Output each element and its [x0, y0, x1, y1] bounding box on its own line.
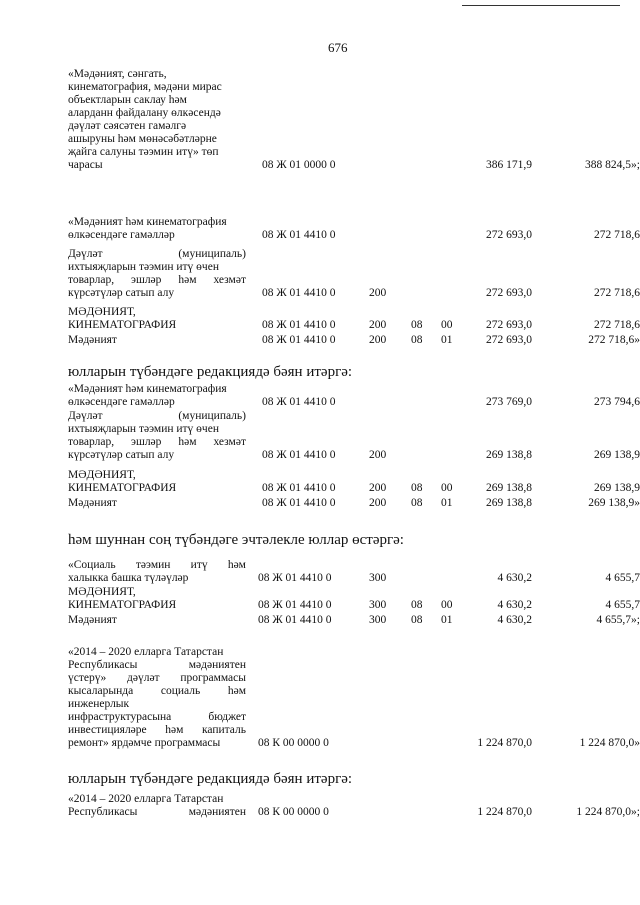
value-2019: 386 171,9	[486, 159, 532, 171]
row-name	[68, 559, 246, 585]
row-section: 200	[369, 449, 387, 461]
row-code: 08 Ж 01 4410 0	[262, 449, 336, 461]
row-name-line: инженерлык	[68, 698, 130, 710]
value-2020: 4 655,7	[605, 572, 640, 584]
row-name-line: өлкәсендәге гамәлләр	[68, 396, 175, 408]
row-subsection: 08	[411, 482, 423, 494]
value-2019: 4 630,2	[497, 614, 532, 626]
value-2019: 269 138,8	[486, 482, 532, 494]
row-name	[68, 614, 246, 627]
row-name-line: Мәдәният	[68, 614, 117, 626]
row-name-line: дәүләт сәясәтен гамәлгә	[68, 120, 187, 132]
row-name	[68, 383, 246, 409]
row-name-line: кинематография, мәдәни мирас	[68, 81, 222, 93]
row-name-line: Мәдәният	[68, 334, 117, 346]
row-name-line: Мәдәният	[68, 497, 117, 509]
row-name-line: ихтыяҗларын тәэмин итү өчен	[68, 423, 219, 435]
row-name-line: күрсәтүләр сатып алу	[68, 287, 175, 299]
row-code: 08 Ж 01 4410 0	[262, 229, 336, 241]
row-name-line: МӘДӘНИЯТ,	[68, 469, 136, 481]
row-section: 200	[369, 319, 387, 331]
row-name-line: кысаларында социаль һәм	[68, 685, 246, 697]
row-name	[68, 410, 246, 462]
row-code: 08 Ж 01 4410 0	[262, 482, 336, 494]
value-2019: 269 138,8	[486, 497, 532, 509]
row-name-line: объектларын саклау һәм	[68, 94, 187, 106]
row-name	[68, 216, 246, 242]
value-2020: 4 655,7»;	[596, 614, 640, 626]
row-section: 200	[369, 482, 387, 494]
row-name	[68, 68, 246, 172]
row-name-line: күрсәтүләр сатып алу	[68, 449, 175, 461]
value-2019: 272 693,0	[486, 287, 532, 299]
amendment-heading: юлларын түбәндәге редакциядә бәян итәргә:	[68, 771, 353, 787]
row-code: 08 Ж 01 4410 0	[262, 497, 336, 509]
row-name-line: чарасы	[68, 159, 103, 171]
value-2019: 1 224 870,0	[477, 806, 532, 818]
amendment-heading: һәм шуннан соң түбәндәге эчтәлекле юллар өстәргә:	[68, 532, 404, 548]
row-name-line: ашыруны һәм мөнәсәбәтләрне	[68, 133, 217, 145]
row-section: 200	[369, 334, 387, 346]
row-section: 300	[369, 614, 387, 626]
value-2020: 388 824,5»;	[585, 159, 640, 171]
value-2019: 273 769,0	[486, 396, 532, 408]
value-2020: 1 224 870,0»	[579, 737, 640, 749]
row-name-line: товарлар, эшләр һәм хезмәт	[68, 274, 246, 286]
row-name-line: «Мәдәният һәм кинематография	[68, 383, 227, 395]
value-2019: 272 693,0	[486, 319, 532, 331]
row-name-line: Дәүләт (муниципаль)	[68, 410, 246, 422]
row-subsection: 08	[411, 497, 423, 509]
row-name-line: КИНЕМАТОГРАФИЯ	[68, 319, 177, 331]
page-number: 676	[328, 40, 348, 55]
top-rule	[462, 5, 620, 6]
row-name-line: КИНЕМАТОГРАФИЯ	[68, 599, 177, 611]
row-name	[68, 646, 246, 750]
row-code: 08 Ж 01 4410 0	[262, 287, 336, 299]
value-2020: 1 224 870,0»;	[576, 806, 640, 818]
value-2020: 4 655,7	[605, 599, 640, 611]
row-name-line: «2014 – 2020 елларга Татарстан	[68, 793, 224, 805]
row-subsection-2: 01	[441, 614, 453, 626]
row-subsection: 08	[411, 334, 423, 346]
row-name	[68, 469, 246, 495]
amendment-heading: юлларын түбәндәге редакциядә бәян итәргә:	[68, 364, 353, 380]
row-section: 300	[369, 599, 387, 611]
row-name-line: «Социаль тәэмин итү һәм	[68, 559, 246, 571]
row-name	[68, 793, 246, 819]
row-code: 08 Ж 01 0000 0	[262, 159, 336, 171]
row-section: 200	[369, 287, 387, 299]
value-2019: 272 693,0	[486, 334, 532, 346]
row-name-line: ихтыяҗларын тәэмин итү өчен	[68, 261, 219, 273]
row-subsection-2: 01	[441, 497, 453, 509]
row-name-line: товарлар, эшләр һәм хезмәт	[68, 436, 246, 448]
row-name-line: МӘДӘНИЯТ,	[68, 586, 136, 598]
row-code: 08 Ж 01 4410 0	[258, 572, 332, 584]
value-2019: 4 630,2	[497, 599, 532, 611]
value-2020: 269 138,9	[594, 449, 640, 461]
row-code: 08 Ж 01 4410 0	[262, 334, 336, 346]
row-name-line: Республикасы мәдәниятен	[68, 659, 246, 671]
row-section: 300	[369, 572, 387, 584]
row-name-line: КИНЕМАТОГРАФИЯ	[68, 482, 177, 494]
row-name-line: аларданн файдалану өлкәсендә	[68, 107, 221, 119]
row-name	[68, 248, 246, 300]
value-2020: 272 718,6»	[588, 334, 640, 346]
row-name-line: җайга салуны тәэмин итү» төп	[68, 146, 219, 158]
value-2020: 269 138,9	[594, 482, 640, 494]
row-name-line: инфраструктурасына бюджет	[68, 711, 246, 723]
value-2020: 272 718,6	[594, 287, 640, 299]
row-name-line: ремонт» ярдәмче программасы	[68, 737, 221, 749]
row-code: 08 Ж 01 4410 0	[262, 396, 336, 408]
row-name	[68, 306, 246, 332]
row-subsection-2: 00	[441, 599, 453, 611]
row-name-line: үстерү» дәүләт программасы	[68, 672, 246, 684]
value-2019: 272 693,0	[486, 229, 532, 241]
row-section: 200	[369, 497, 387, 509]
value-2019: 269 138,8	[486, 449, 532, 461]
value-2020: 272 718,6	[594, 229, 640, 241]
row-name	[68, 497, 246, 510]
row-code: 08 Ж 01 4410 0	[258, 614, 332, 626]
row-name-line: «2014 – 2020 елларга Татарстан	[68, 646, 224, 658]
row-name-line: «Мәдәният, сәнгать,	[68, 68, 167, 80]
row-name-line: «Мәдәният һәм кинематография	[68, 216, 227, 228]
row-subsection-2: 00	[441, 482, 453, 494]
row-code: 08 К 00 0000 0	[258, 737, 329, 749]
row-code: 08 Ж 01 4410 0	[258, 599, 332, 611]
row-name-line: өлкәсендәге гамәлләр	[68, 229, 175, 241]
row-name-line: инвестицияләре һәм капиталь	[68, 724, 246, 736]
row-name-line: Республикасы мәдәниятен	[68, 806, 246, 818]
row-name-line: халыкка башка түләүләр	[68, 572, 189, 584]
row-name	[68, 586, 246, 612]
value-2019: 4 630,2	[497, 572, 532, 584]
row-code: 08 К 00 0000 0	[258, 806, 329, 818]
value-2020: 273 794,6	[594, 396, 640, 408]
value-2019: 1 224 870,0	[477, 737, 532, 749]
row-subsection-2: 00	[441, 319, 453, 331]
row-subsection: 08	[411, 614, 423, 626]
row-name-line: Дәүләт (муниципаль)	[68, 248, 246, 260]
row-name-line: МӘДӘНИЯТ,	[68, 306, 136, 318]
row-code: 08 Ж 01 4410 0	[262, 319, 336, 331]
value-2020: 269 138,9»	[588, 497, 640, 509]
row-subsection: 08	[411, 319, 423, 331]
row-name	[68, 334, 246, 347]
row-subsection: 08	[411, 599, 423, 611]
row-subsection-2: 01	[441, 334, 453, 346]
value-2020: 272 718,6	[594, 319, 640, 331]
